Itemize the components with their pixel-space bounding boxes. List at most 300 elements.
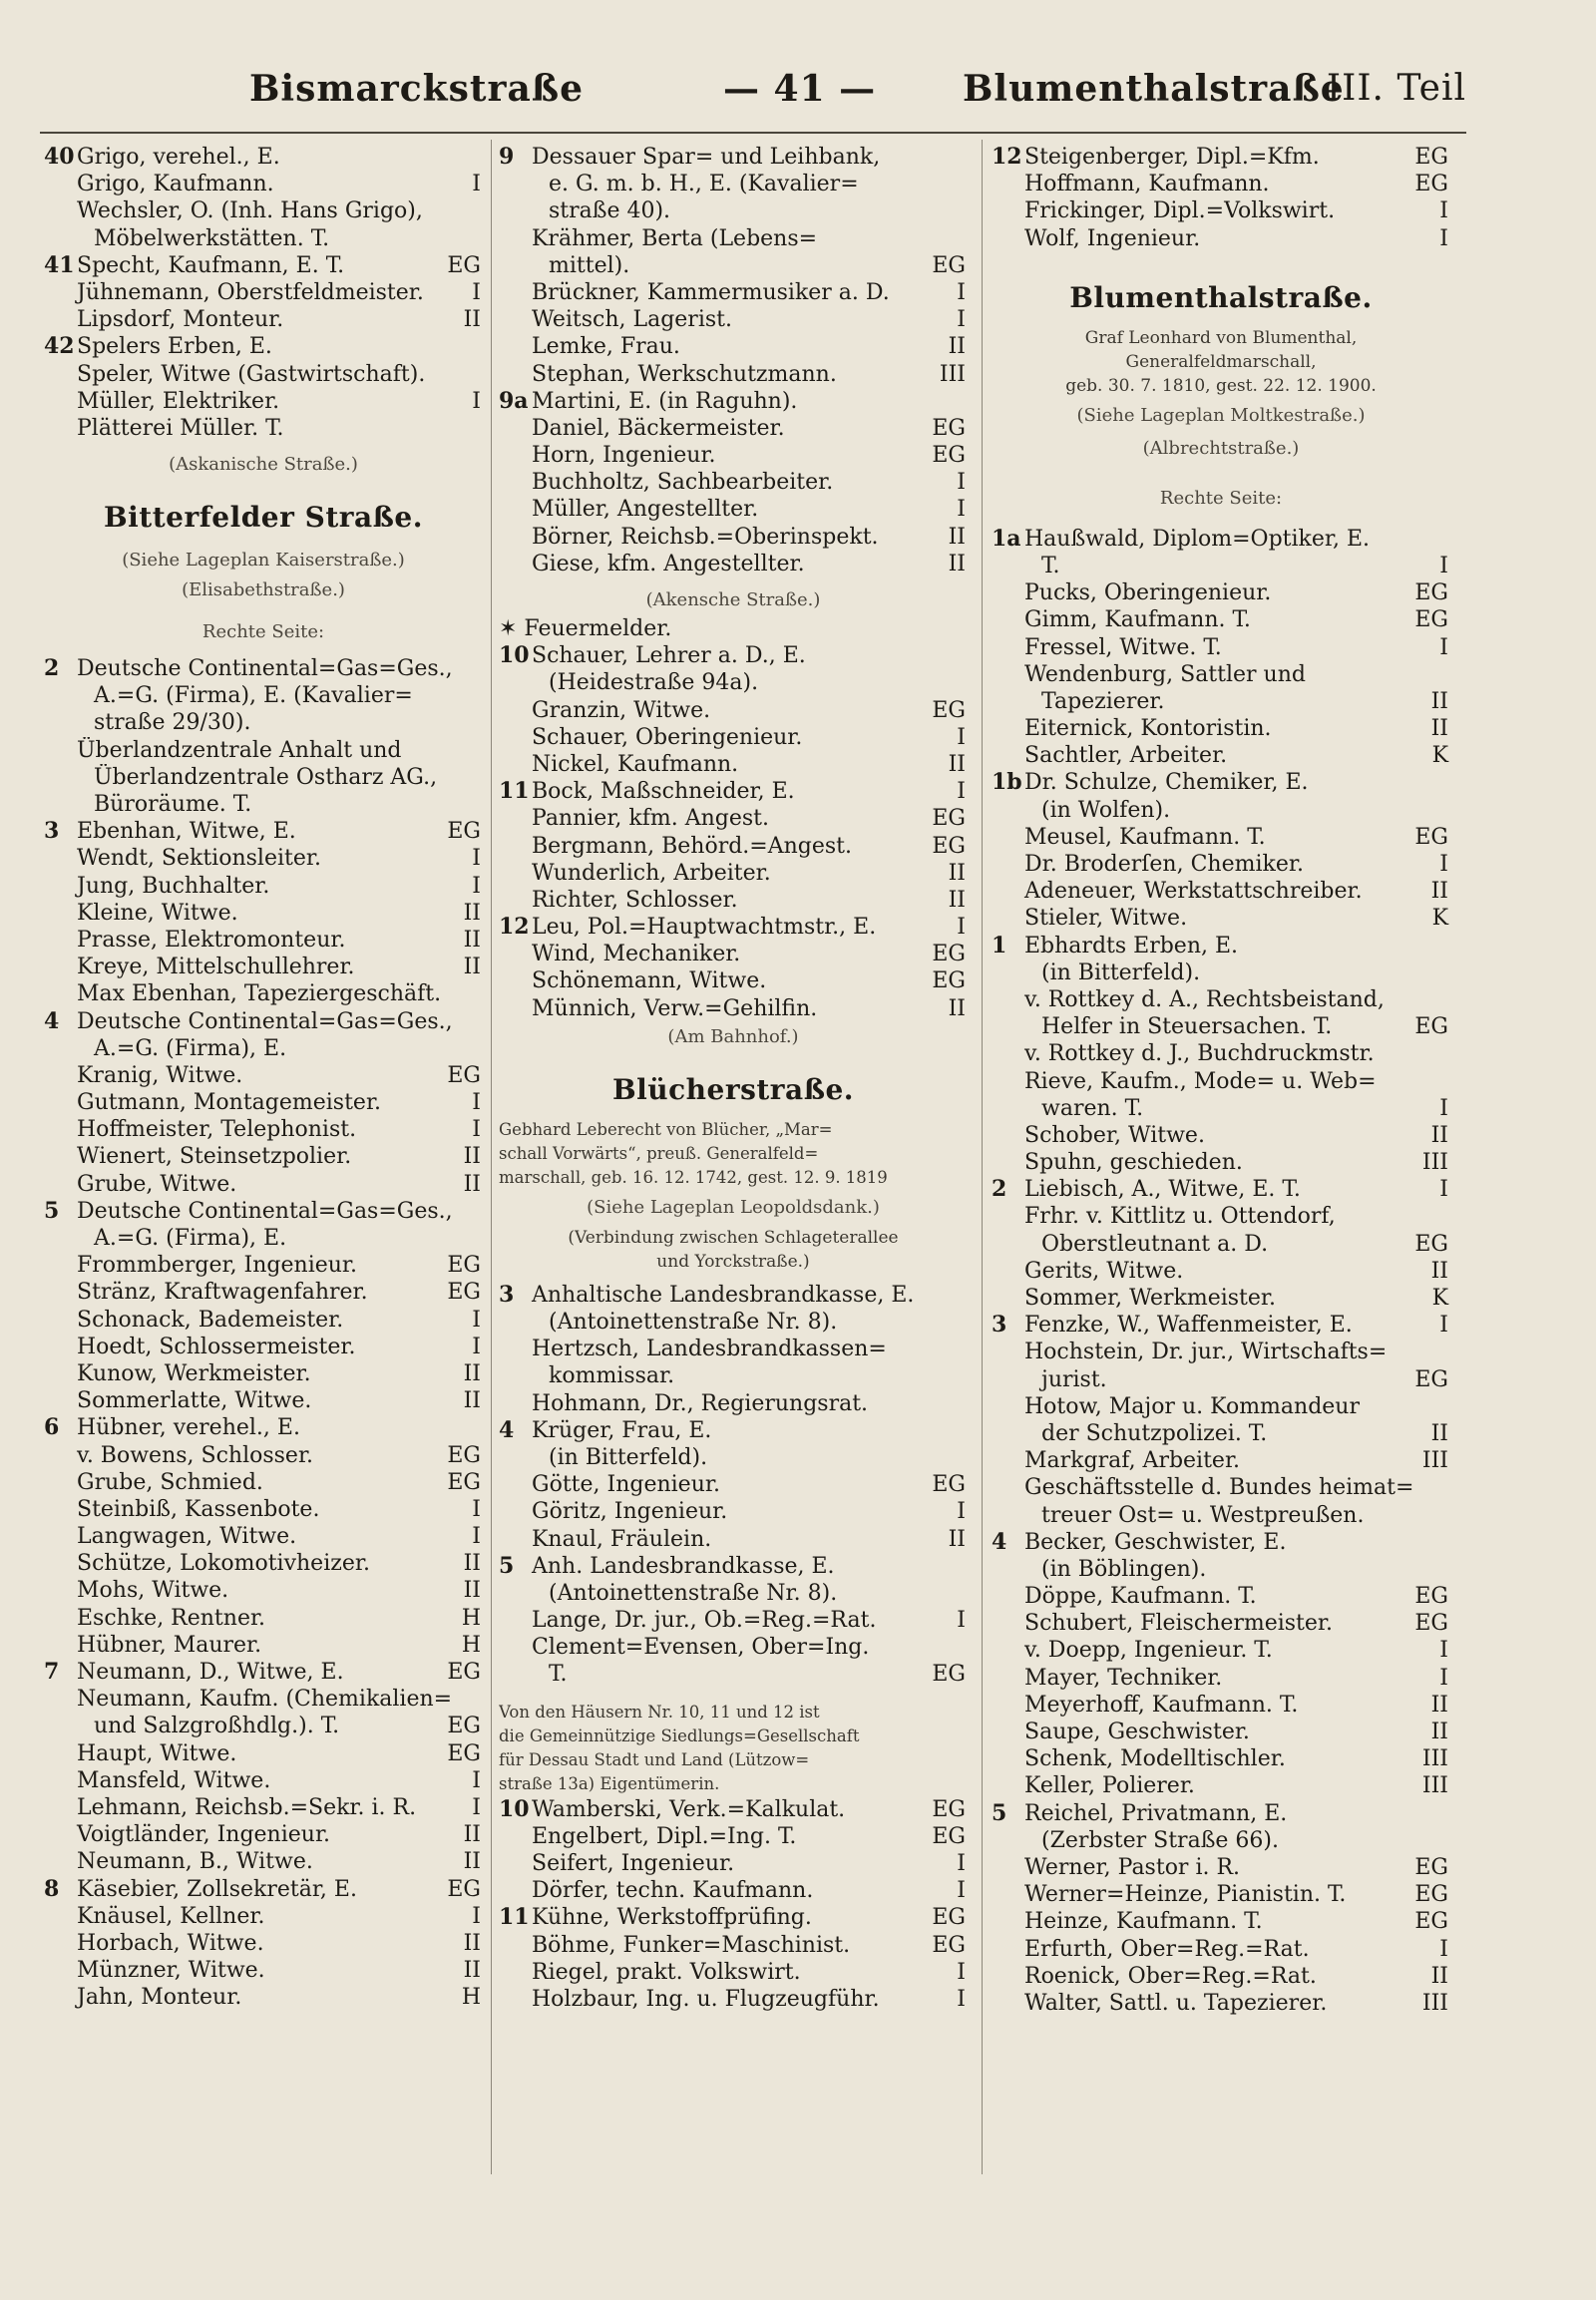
floor-code: II xyxy=(463,1958,481,1984)
entry-list xyxy=(992,144,1450,252)
entry-row xyxy=(992,526,1450,553)
resident-text: Dr. Broderſen, Chemiker. xyxy=(1024,852,1304,877)
entry-row xyxy=(499,642,968,669)
floor-code: I xyxy=(957,1959,966,1985)
resident-text: Granzin, Witwe. xyxy=(532,697,711,723)
section-history: geb. 30. 7. 1810, gest. 22. 12. 1900. xyxy=(1065,375,1377,396)
resident-text: Stränz, Kraftwagenfahrer. xyxy=(77,1280,368,1306)
floor-code: III xyxy=(1421,1990,1448,2016)
entry-row xyxy=(992,1772,1450,1799)
entry-row xyxy=(992,878,1450,905)
entry-row xyxy=(44,1821,483,1848)
entry-row xyxy=(499,1362,968,1389)
floor-code: II xyxy=(948,551,966,576)
entry-row xyxy=(499,724,968,751)
entry-row xyxy=(44,1334,483,1360)
floor-code: EG xyxy=(932,697,966,723)
resident-text: Hoedt, Schlossermeister. xyxy=(77,1334,356,1359)
floor-code: EG xyxy=(1414,824,1448,850)
entry-row xyxy=(499,1634,968,1661)
entry-row xyxy=(44,1632,483,1659)
resident-text: Dr. Schulze, Chemiker, E. xyxy=(1024,770,1309,796)
floor-code: I xyxy=(472,1524,481,1550)
entry-row xyxy=(992,1122,1450,1149)
resident-text: Sommerlatte, Witwe. xyxy=(77,1388,312,1414)
resident-text: Döppe, Kaufmann. T. xyxy=(1024,1584,1257,1610)
resident-text: Ebenhan, Witwe, E. xyxy=(77,819,296,845)
entry-list xyxy=(44,655,483,2011)
entry-row xyxy=(499,1932,968,1959)
resident-text: Specht, Kaufmann, E. T. xyxy=(77,252,345,278)
entry-row xyxy=(992,851,1450,878)
entry-row xyxy=(44,171,483,197)
entry-row xyxy=(44,361,483,388)
floor-code: II xyxy=(463,1171,481,1197)
floor-code: III xyxy=(1421,1448,1448,1474)
resident-text: Frommberger, Ingenieur. xyxy=(77,1253,358,1279)
entry-row xyxy=(499,469,968,496)
resident-text: Hoffmann, Kaufmann. xyxy=(1024,172,1270,197)
floor-code: II xyxy=(948,995,966,1021)
floor-code: H xyxy=(461,1632,481,1658)
entry-row xyxy=(499,1796,968,1823)
entry-row xyxy=(499,1904,968,1931)
resident-text: Schauer, Oberingenieur. xyxy=(532,724,803,750)
entry-row xyxy=(499,669,968,696)
column-2 xyxy=(499,144,968,2013)
entry-row xyxy=(499,1471,968,1498)
entry-row xyxy=(499,1877,968,1904)
floor-code: II xyxy=(463,307,481,333)
entry-row xyxy=(992,1936,1450,1963)
entry-row xyxy=(992,661,1450,688)
entry-row xyxy=(44,764,483,791)
resident-text: Wind, Mechaniker. xyxy=(532,942,741,967)
floor-code: II xyxy=(463,1930,481,1956)
floor-code: II xyxy=(463,1551,481,1577)
resident-text: Schober, Witwe. xyxy=(1024,1122,1205,1148)
floor-code: EG xyxy=(1414,172,1448,197)
floor-code: EG xyxy=(1414,1611,1448,1637)
entry-row xyxy=(499,833,968,860)
resident-text: Deutsche Continental=Gas=Ges., xyxy=(77,1198,453,1224)
entry-row xyxy=(499,1390,968,1417)
resident-text: Gutmann, Montagemeister. xyxy=(77,1090,382,1116)
floor-code: II xyxy=(463,955,481,980)
floor-code: K xyxy=(1431,743,1448,769)
resident-text: A.=G. (Firma), E. (Kavalier= xyxy=(94,683,413,709)
resident-text: Lange, Dr. jur., Ob.=Reg.=Rat. xyxy=(532,1608,877,1634)
section-note: und Yorckstraße.) xyxy=(656,1251,810,1272)
resident-text: Horn, Ingenieur. xyxy=(532,443,716,469)
resident-text: Steigenberger, Dipl.=Kfm. xyxy=(1024,145,1320,170)
floor-code: EG xyxy=(1414,145,1448,170)
floor-code: EG xyxy=(447,1740,481,1766)
entry-row xyxy=(44,1577,483,1604)
entry-row xyxy=(992,1556,1450,1583)
entry-row xyxy=(992,1637,1450,1664)
entry-row xyxy=(499,279,968,306)
entry-row xyxy=(44,1984,483,2011)
floor-code: EG xyxy=(447,1253,481,1279)
ownership-note: für Dessau Stadt und Land (Lützow= xyxy=(499,1749,810,1769)
entry-list xyxy=(499,642,968,1022)
section-note: (Siehe Lageplan Leopoldsdank.) xyxy=(587,1196,880,1218)
entry-row xyxy=(44,1930,483,1957)
resident-text: v. Rottkey d. J., Buchdruckmstr. xyxy=(1024,1041,1375,1067)
floor-code: III xyxy=(939,361,966,387)
entry-row xyxy=(44,1387,483,1414)
resident-text: Voigtländer, Ingenieur. xyxy=(77,1822,331,1848)
house-number: 9 xyxy=(499,144,515,170)
resident-text: Knaul, Fräulein. xyxy=(532,1526,712,1552)
resident-text: (in Böblingen). xyxy=(1041,1556,1207,1582)
resident-text: Hertzsch, Landesbrandkassen= xyxy=(532,1337,887,1362)
floor-code: II xyxy=(1430,1420,1448,1446)
entry-row xyxy=(44,1496,483,1523)
entry-row xyxy=(992,1963,1450,1990)
floor-code: EG xyxy=(1414,1854,1448,1880)
floor-code: K xyxy=(1431,906,1448,932)
entry-row xyxy=(992,1068,1450,1095)
floor-code: II xyxy=(1430,688,1448,714)
floor-code: EG xyxy=(1414,1366,1448,1392)
resident-text: Weitsch, Lagerist. xyxy=(532,307,732,333)
floor-code: I xyxy=(472,1090,481,1116)
resident-text: straße 29/30). xyxy=(94,710,251,736)
entry-row xyxy=(499,941,968,967)
resident-text: Mohs, Witwe. xyxy=(77,1578,229,1604)
resident-text: Giese, kfm. Angestellter. xyxy=(532,551,805,576)
section-history: Gebhard Leberecht von Blücher, „Mar= xyxy=(499,1119,833,1139)
entry-row xyxy=(499,887,968,914)
resident-text: Erfurth, Ober=Reg.=Rat. xyxy=(1024,1936,1310,1962)
resident-text: Walter, Sattl. u. Tapezierer. xyxy=(1024,1990,1328,2016)
house-number: 4 xyxy=(499,1416,515,1443)
resident-text: Schonack, Bademeister. xyxy=(77,1307,344,1333)
entry-row xyxy=(992,225,1450,252)
entry-row xyxy=(44,1307,483,1334)
floor-code: II xyxy=(1430,1692,1448,1718)
entry-row xyxy=(992,1692,1450,1719)
resident-text: Dessauer Spar= und Leihbank, xyxy=(532,145,881,170)
floor-code: II xyxy=(1430,1258,1448,1284)
floor-code: I xyxy=(472,1496,481,1522)
entry-row xyxy=(44,980,483,1007)
entry-row xyxy=(499,1336,968,1362)
entry-row xyxy=(44,1767,483,1794)
house-number: 5 xyxy=(992,1799,1007,1826)
resident-text: (Zerbster Straße 66). xyxy=(1041,1827,1279,1853)
entry-row xyxy=(992,742,1450,769)
floor-code: I xyxy=(472,1334,481,1359)
entry-row xyxy=(44,655,483,682)
floor-code: I xyxy=(1439,634,1448,660)
entry-row xyxy=(44,197,483,224)
house-number: 2 xyxy=(992,1176,1007,1203)
floor-code: I xyxy=(1439,1665,1448,1691)
resident-text: Plätterei Müller. T. xyxy=(77,415,284,441)
floor-code: I xyxy=(957,497,966,523)
house-number: 5 xyxy=(44,1197,60,1224)
floor-code: III xyxy=(1421,1150,1448,1176)
resident-text: Pucks, Oberingenieur. xyxy=(1024,580,1272,606)
floor-code: II xyxy=(1430,1122,1448,1148)
floor-code: EG xyxy=(1414,1231,1448,1257)
floor-code: II xyxy=(948,334,966,360)
entry-row xyxy=(992,1665,1450,1692)
floor-code: EG xyxy=(932,968,966,994)
entry-row xyxy=(992,688,1450,715)
entry-row xyxy=(44,1116,483,1143)
entry-row xyxy=(499,805,968,832)
entry-row xyxy=(499,1444,968,1471)
entry-row xyxy=(992,1420,1450,1447)
entry-row xyxy=(44,873,483,900)
entry-row xyxy=(44,415,483,442)
resident-text: Mayer, Techniker. xyxy=(1024,1665,1223,1691)
cross-street-note: (Askanische Straße.) xyxy=(169,454,358,476)
floor-code: EG xyxy=(932,1662,966,1688)
resident-text: Götte, Ingenieur. xyxy=(532,1472,720,1498)
resident-text: Meusel, Kaufmann. T. xyxy=(1024,824,1266,850)
house-number: 11 xyxy=(499,1904,530,1931)
resident-text: Wunderlich, Arbeiter. xyxy=(532,860,771,886)
resident-text: Liebisch, A., Witwe, E. T. xyxy=(1024,1177,1301,1203)
house-number: 10 xyxy=(499,1795,530,1822)
entry-row xyxy=(992,959,1450,986)
resident-text: A.=G. (Firma), E. xyxy=(94,1226,287,1251)
resident-text: Fressel, Witwe. T. xyxy=(1024,634,1222,660)
house-number: 4 xyxy=(992,1528,1007,1555)
resident-text: Lemke, Frau. xyxy=(532,334,680,360)
entry-row xyxy=(992,606,1450,633)
section-title: Blücherstraße. xyxy=(611,1072,855,1106)
resident-text: Brückner, Kammermusiker a. D. xyxy=(532,279,890,305)
fire-alarm-text: ✶ Feuermelder. xyxy=(499,616,672,641)
entry-row xyxy=(992,769,1450,796)
entry-row xyxy=(44,1848,483,1875)
house-number: 1 xyxy=(992,932,1007,958)
resident-text: Kranig, Witwe. xyxy=(77,1062,243,1088)
resident-text: Riegel, prakt. Volkswirt. xyxy=(532,1959,801,1985)
house-number: 12 xyxy=(992,144,1022,170)
house-number: 1b xyxy=(992,769,1022,796)
entry-row xyxy=(992,1745,1450,1772)
floor-code: I xyxy=(472,1117,481,1143)
floor-code: EG xyxy=(932,1823,966,1849)
fire-alarm-note xyxy=(499,615,968,642)
floor-code: I xyxy=(472,388,481,414)
entry-list xyxy=(499,144,968,577)
floor-code: I xyxy=(1439,1095,1448,1121)
floor-code: II xyxy=(463,1578,481,1604)
resident-text: Saupe, Geschwister. xyxy=(1024,1720,1250,1744)
resident-text: Sachtler, Arbeiter. xyxy=(1024,743,1228,769)
resident-text: Anhaltische Landesbrandkasse, E. xyxy=(532,1282,915,1308)
house-number: 3 xyxy=(499,1281,515,1308)
entry-row xyxy=(44,1198,483,1225)
floor-code: H xyxy=(461,1605,481,1631)
resident-text: (in Bitterfeld). xyxy=(549,1444,708,1470)
house-number: 11 xyxy=(499,778,530,805)
entry-row xyxy=(992,1203,1450,1230)
entry-row xyxy=(992,933,1450,959)
entry-row xyxy=(992,1176,1450,1203)
resident-text: Leu, Pol.=Hauptwachtmstr., E. xyxy=(532,915,877,941)
resident-text: Jühnemann, Oberstfeldmeister. xyxy=(77,279,424,305)
resident-text: Gimm, Kaufmann. T. xyxy=(1024,607,1251,633)
resident-text: Spuhn, geschieden. xyxy=(1024,1150,1243,1176)
entry-row xyxy=(499,171,968,197)
section-title: Blumenthalstraße. xyxy=(1069,280,1373,314)
floor-code: EG xyxy=(932,833,966,859)
resident-text: Werner, Pastor i. R. xyxy=(1024,1854,1241,1880)
resident-text: Tapezierer. xyxy=(1041,688,1165,714)
entry-row xyxy=(44,954,483,980)
resident-text: Neumann, D., Witwe, E. xyxy=(77,1660,344,1685)
resident-text: Adeneuer, Werkstattschreiber. xyxy=(1024,879,1363,905)
house-number: 12 xyxy=(499,914,530,941)
resident-text: v. Bowens, Schlosser. xyxy=(77,1442,314,1468)
house-number: 8 xyxy=(44,1875,60,1902)
resident-text: Kunow, Werkmeister. xyxy=(77,1360,311,1386)
floor-code: EG xyxy=(932,415,966,441)
resident-text: Rieve, Kaufm., Mode= u. Web= xyxy=(1024,1068,1377,1094)
floor-code: EG xyxy=(932,252,966,278)
header-street-left: Bismarckstraße xyxy=(249,68,585,110)
entry-row xyxy=(992,1393,1450,1420)
resident-text: Überlandzentrale Anhalt und xyxy=(77,737,402,763)
entry-row xyxy=(499,967,968,994)
resident-text: Wendenburg, Sattler und xyxy=(1024,661,1306,687)
entry-row xyxy=(44,225,483,252)
floor-code: II xyxy=(463,1822,481,1848)
entry-row xyxy=(44,737,483,764)
entry-row xyxy=(992,1881,1450,1908)
entry-row xyxy=(499,914,968,941)
entry-row xyxy=(992,1312,1450,1339)
resident-text: Deutsche Continental=Gas=Ges., xyxy=(77,656,453,682)
resident-text: Käsebier, Zollsekretär, E. xyxy=(77,1876,357,1902)
entry-row xyxy=(499,1823,968,1850)
section-history: Graf Leonhard von Blumenthal, xyxy=(1084,327,1358,348)
floor-code: EG xyxy=(1414,580,1448,606)
floor-code: I xyxy=(472,1903,481,1929)
entry-list xyxy=(44,144,483,442)
floor-code: K xyxy=(1431,1286,1448,1311)
resident-text: (in Bitterfeld). xyxy=(1041,959,1201,985)
floor-code: III xyxy=(1421,1746,1448,1772)
house-number: 3 xyxy=(992,1312,1007,1339)
resident-text: Hoffmeister, Telephonist. xyxy=(77,1117,357,1143)
entry-row xyxy=(992,1285,1450,1312)
resident-text: Bock, Maßschneider, E. xyxy=(532,779,795,805)
resident-text: Pannier, kfm. Angest. xyxy=(532,806,770,832)
resident-text: Geschäftsstelle d. Bundes heimat= xyxy=(1024,1475,1414,1501)
resident-text: Werner=Heinze, Pianistin. T. xyxy=(1024,1882,1347,1908)
entry-row xyxy=(499,333,968,360)
floor-code: EG xyxy=(932,1472,966,1498)
resident-text: Schauer, Lehrer a. D., E. xyxy=(532,643,806,669)
column-divider xyxy=(982,140,983,2174)
resident-text: Sommer, Werkmeister. xyxy=(1024,1286,1276,1311)
resident-text: Keller, Polierer. xyxy=(1024,1773,1195,1799)
entry-row xyxy=(44,1903,483,1930)
entry-row xyxy=(44,927,483,954)
resident-text: Nickel, Kaufmann. xyxy=(532,751,739,777)
entry-row xyxy=(992,1258,1450,1285)
entry-row xyxy=(992,1013,1450,1040)
resident-text: Haupt, Witwe. xyxy=(77,1740,237,1766)
resident-text: der Schutzpolizei. T. xyxy=(1041,1420,1268,1446)
entry-row xyxy=(44,1143,483,1170)
resident-text: straße 40). xyxy=(549,198,671,224)
resident-text: Jung, Buchhalter. xyxy=(77,873,270,899)
floor-code: I xyxy=(957,1878,966,1904)
resident-text: Hohmann, Dr., Regierungsrat. xyxy=(532,1390,869,1416)
entry-row xyxy=(44,1523,483,1550)
entry-row xyxy=(499,860,968,887)
column-3 xyxy=(992,144,1450,2017)
entry-row xyxy=(499,415,968,442)
entry-row xyxy=(992,553,1450,579)
resident-text: Steinbiß, Kassenbote. xyxy=(77,1496,320,1522)
entry-row xyxy=(44,388,483,415)
section-history: schall Vorwärts“, preuß. Generalfeld= xyxy=(499,1143,819,1163)
floor-code: I xyxy=(472,1794,481,1820)
resident-text: Roenick, Ober=Reg.=Rat. xyxy=(1024,1963,1317,1989)
entry-row xyxy=(44,1062,483,1089)
resident-text: Engelbert, Dipl.=Ing. T. xyxy=(532,1823,797,1849)
resident-text: Lehmann, Reichsb.=Sekr. i. R. xyxy=(77,1794,417,1820)
floor-code: I xyxy=(472,873,481,899)
resident-text: Spelers Erben, E. xyxy=(77,334,272,360)
floor-code: I xyxy=(1439,1313,1448,1339)
floor-code: I xyxy=(957,779,966,805)
floor-code: EG xyxy=(447,1280,481,1306)
floor-code: I xyxy=(957,307,966,333)
resident-text: Kreye, Mittelschullehrer. xyxy=(77,955,355,980)
resident-text: kommissar. xyxy=(549,1363,675,1389)
entry-row xyxy=(499,1526,968,1553)
entry-row xyxy=(992,1040,1450,1067)
resident-text: Lipsdorf, Monteur. xyxy=(77,307,284,333)
entry-row xyxy=(499,496,968,523)
entry-row xyxy=(499,1309,968,1336)
entry-row xyxy=(992,824,1450,851)
entry-row xyxy=(44,1659,483,1686)
resident-text: Haußwald, Diplom=Optiker, E. xyxy=(1024,526,1371,552)
floor-code: I xyxy=(1439,1638,1448,1664)
resident-text: Stephan, Werkschutzmann. xyxy=(532,361,837,387)
ownership-note: Von den Häusern Nr. 10, 11 und 12 ist xyxy=(499,1702,820,1722)
entry-row xyxy=(499,1661,968,1688)
resident-text: Reichel, Privatmann, E. xyxy=(1024,1800,1288,1826)
column-divider xyxy=(491,140,492,2174)
resident-text: Helfer in Steuersachen. T. xyxy=(1041,1014,1333,1040)
resident-text: Markgraf, Arbeiter. xyxy=(1024,1448,1241,1474)
resident-text: Bergmann, Behörd.=Angest. xyxy=(532,833,852,859)
entry-row xyxy=(992,1854,1450,1881)
resident-text: Grube, Witwe. xyxy=(77,1171,237,1197)
resident-text: Grube, Schmied. xyxy=(77,1469,263,1495)
entry-row xyxy=(992,986,1450,1013)
resident-text: v. Doepp, Ingenieur. T. xyxy=(1024,1638,1273,1664)
resident-text: Holzbaur, Ing. u. Flugzeugführ. xyxy=(532,1986,880,2012)
resident-text: mittel). xyxy=(549,252,630,278)
resident-text: Becker, Geschwister, E. xyxy=(1024,1529,1287,1555)
